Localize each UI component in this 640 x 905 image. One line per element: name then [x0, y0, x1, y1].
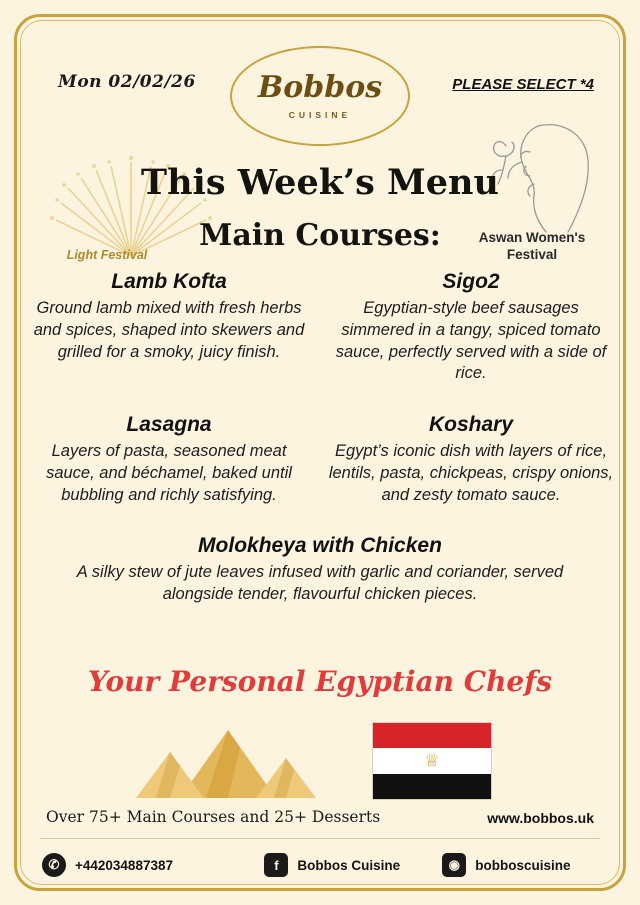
light-festival-label: Light Festival [66, 248, 148, 262]
section-title: Main Courses: [199, 218, 441, 253]
facebook-icon: f [264, 853, 288, 877]
menu-item-koshary [320, 405, 622, 506]
dish-description: Egyptian-style beef sausages simmered in a tangy, spiced tomato sauce, perfectly served with a side of rice. [335, 299, 607, 383]
dish-description: A silky stew of jute leaves infused with garlic and coriander, served alongside tender, flavourful chicken pieces. [76, 563, 564, 604]
dish-name: Koshary [428, 413, 514, 437]
menu-item-molokheya-with-chicken [18, 526, 622, 606]
menu-row [18, 262, 622, 385]
dish-description: Layers of pasta, seasoned meat sauce, and béchamel, baked until bubbling and richly satisfying. [46, 442, 292, 504]
social-facebook[interactable] [264, 853, 442, 877]
social-whatsapp[interactable] [42, 853, 264, 877]
social-instagram[interactable] [442, 853, 598, 877]
brand-name: Bobbos [257, 69, 383, 105]
pyramids-icon [128, 718, 328, 798]
poster-header [30, 54, 610, 140]
dish-name: Sigo2 [442, 270, 500, 293]
dish-name: Lasagna [126, 413, 212, 437]
flag-stripe-white [373, 748, 491, 773]
menu-date: Mon 02/02/26 [58, 72, 196, 92]
flag-stripe-red [373, 723, 491, 748]
page-title: This Week’s Menu [141, 162, 499, 203]
menu-list [18, 262, 622, 606]
instagram-icon: ◉ [442, 853, 466, 877]
course-counts: Over 75+ Main Courses and 25+ Desserts [46, 808, 381, 826]
facebook-label: Bobbos Cuisine [297, 857, 401, 873]
menu-item-lamb-kofta [18, 262, 320, 385]
dish-description: Egypt’s iconic dish with layers of rice, lentils, pasta, chickpeas, crispy onions, and zesty tomato sauce. [328, 442, 614, 504]
instagram-label: bobboscuisine [475, 857, 571, 873]
whatsapp-icon: ✆ [42, 853, 66, 877]
dish-description: Ground lamb mixed with fresh herbs and spices, shaped into skewers and grilled for a smoky, juicy finish. [33, 299, 305, 361]
social-links [42, 848, 598, 882]
menu-row [18, 405, 622, 506]
dish-name: Molokheya with Chicken [198, 534, 442, 558]
website-link[interactable]: www.bobbos.uk [487, 810, 594, 826]
please-select-note: PLEASE SELECT *4 [452, 76, 594, 93]
egypt-flag-icon [372, 722, 492, 800]
menu-item-lasagna [18, 405, 320, 506]
footer-divider [40, 838, 600, 839]
brand-logo [230, 46, 410, 146]
brand-subtitle: CUISINE [288, 109, 352, 120]
eagle-emblem-icon: ♕ [424, 750, 440, 770]
dish-name: Lamb Kofta [111, 270, 227, 293]
menu-row [18, 526, 622, 606]
menu-item-sigo2 [320, 262, 622, 385]
tagline: Your Personal Egyptian Chefs [87, 665, 553, 698]
whatsapp-label: +442034887387 [75, 857, 173, 873]
flag-stripe-black [373, 774, 491, 799]
aswan-festival-label: Aswan Women's Festival [478, 230, 586, 262]
